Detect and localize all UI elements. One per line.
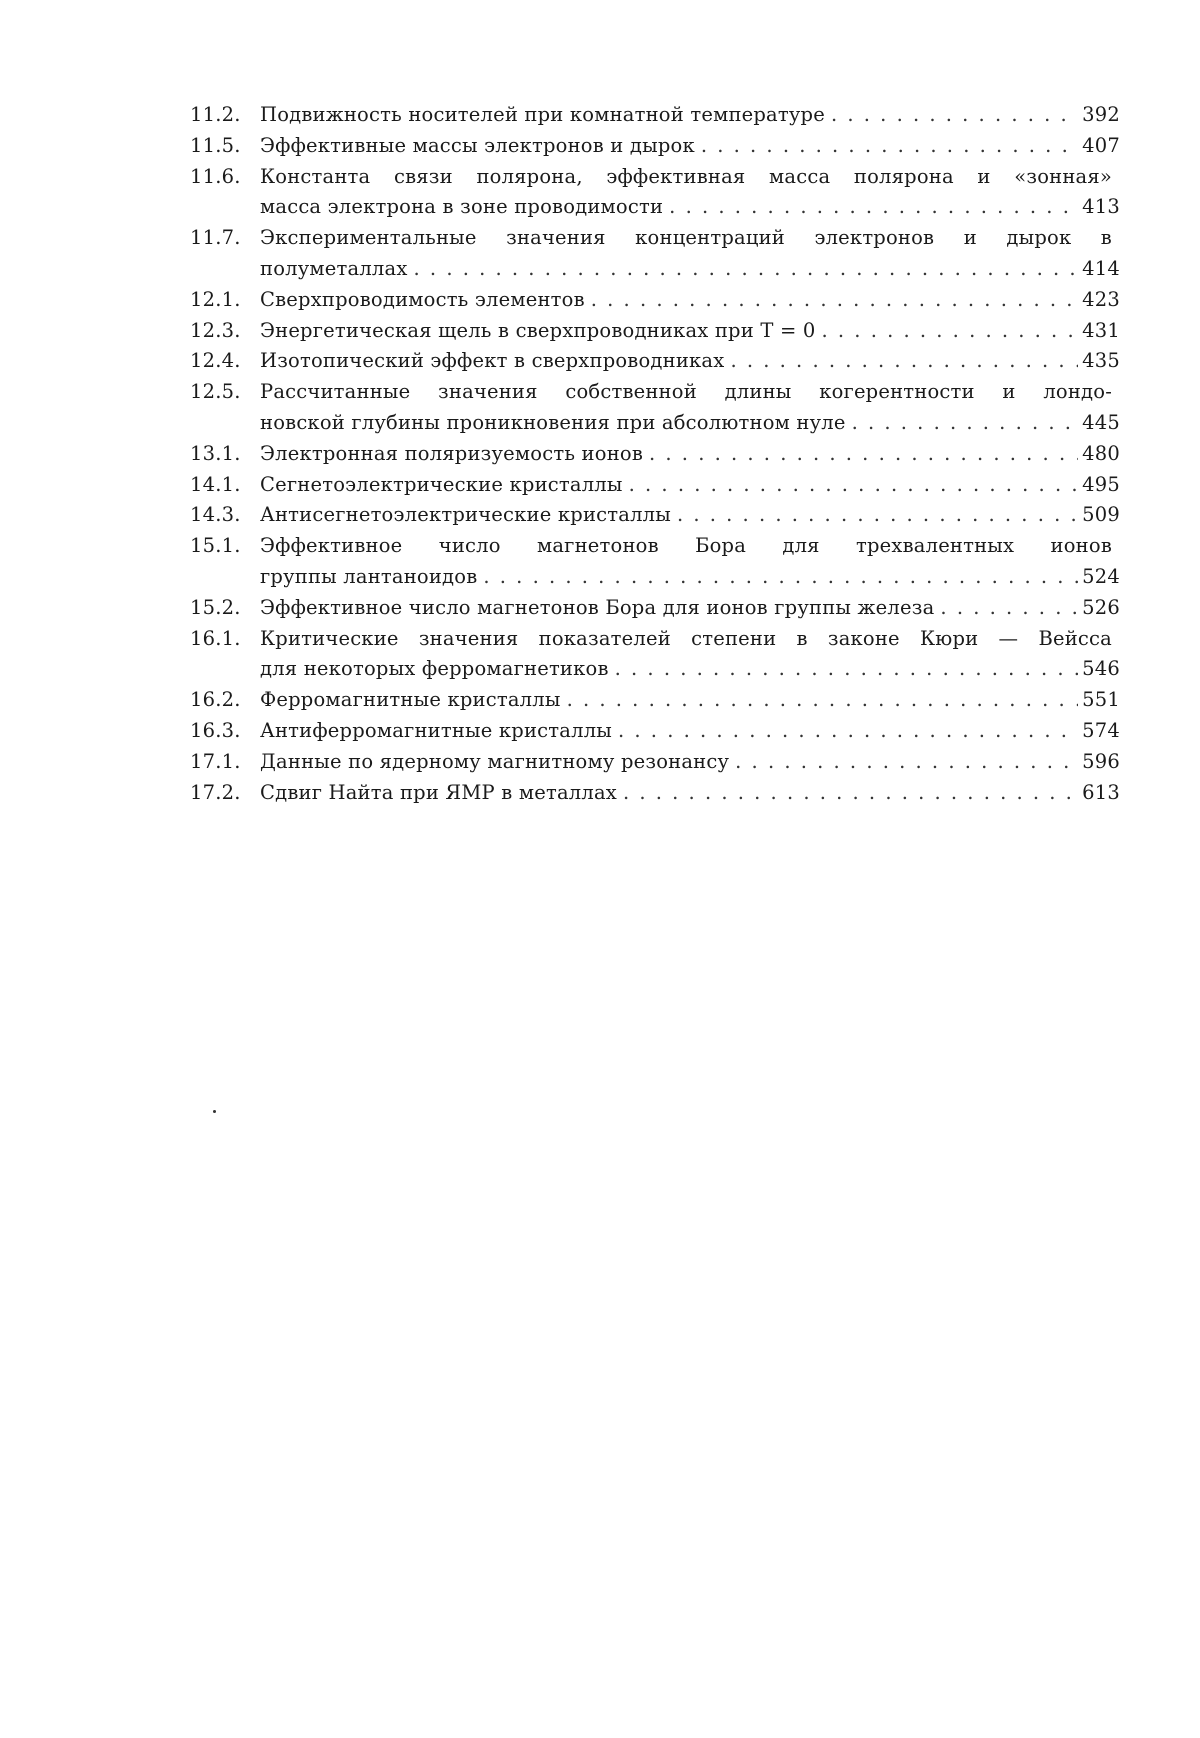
entry-number: 11.5. — [190, 131, 260, 162]
entry-title-line: Константа связи полярона, эффективная масса полярона и «зонная» — [260, 162, 1120, 193]
entry-title: Данные по ядерному магнитному резонансу — [260, 747, 729, 778]
entry-number: 16.1. — [190, 624, 260, 655]
entry-title: для некоторых ферромагнетиков — [260, 654, 609, 685]
table-of-contents — [190, 100, 1120, 808]
dot-leader — [724, 346, 1078, 377]
entry-page: 414 — [1078, 254, 1120, 285]
toc-entry — [190, 593, 1120, 624]
toc-entry — [190, 285, 1120, 316]
dot-leader — [671, 500, 1078, 531]
entry-title-line: Эффективное число магнетонов Бора для трехвалентных ионов — [260, 531, 1120, 562]
toc-entry — [190, 531, 1120, 593]
entry-page: 613 — [1078, 778, 1120, 809]
toc-entry — [190, 162, 1120, 224]
entry-number: 15.1. — [190, 531, 260, 562]
entry-number: 12.4. — [190, 346, 260, 377]
entry-title: Антисегнетоэлектрические кристаллы — [260, 500, 671, 531]
entry-title: полуметаллах — [260, 254, 408, 285]
entry-title: Эффективные массы электронов и дырок — [260, 131, 695, 162]
entry-number: 12.5. — [190, 377, 260, 408]
entry-number: 15.2. — [190, 593, 260, 624]
toc-entry — [190, 716, 1120, 747]
entry-page: 526 — [1078, 593, 1120, 624]
dot-leader — [609, 654, 1078, 685]
entry-number: 17.1. — [190, 747, 260, 778]
dot-leader — [846, 408, 1078, 439]
entry-number: 13.1. — [190, 439, 260, 470]
entry-title-line: Критические значения показателей степени в законе Кюри — Вейсса — [260, 624, 1120, 655]
dot-leader — [477, 562, 1078, 593]
entry-title: Эффективное число магнетонов Бора для ионов группы железа — [260, 593, 934, 624]
entry-number: 16.3. — [190, 716, 260, 747]
entry-number: 11.6. — [190, 162, 260, 193]
entry-page: 524 — [1078, 562, 1120, 593]
entry-page: 495 — [1078, 470, 1120, 501]
entry-title: Сверхпроводимость элементов — [260, 285, 585, 316]
entry-page: 596 — [1078, 747, 1120, 778]
entry-title: масса электрона в зоне проводимости — [260, 192, 663, 223]
dot-leader — [408, 254, 1078, 285]
entry-page: 546 — [1078, 654, 1120, 685]
entry-title: Ферромагнитные кристаллы — [260, 685, 561, 716]
entry-title: Антиферромагнитные кристаллы — [260, 716, 612, 747]
dot-leader — [617, 778, 1078, 809]
toc-entry — [190, 223, 1120, 285]
dot-leader — [816, 316, 1079, 347]
toc-entry — [190, 439, 1120, 470]
dot-leader — [623, 470, 1078, 501]
toc-entry — [190, 470, 1120, 501]
entry-number: 11.7. — [190, 223, 260, 254]
dot-leader — [612, 716, 1078, 747]
toc-entry — [190, 747, 1120, 778]
entry-number: 12.3. — [190, 316, 260, 347]
entry-number: 16.2. — [190, 685, 260, 716]
toc-entry — [190, 100, 1120, 131]
dot-leader — [643, 439, 1078, 470]
entry-page: 480 — [1078, 439, 1120, 470]
entry-page: 551 — [1078, 685, 1120, 716]
dot-leader — [825, 100, 1078, 131]
entry-title: Подвижность носителей при комнатной температуре — [260, 100, 825, 131]
entry-title: Сдвиг Найта при ЯМР в металлах — [260, 778, 617, 809]
entry-title: Изотопический эффект в сверхпроводниках — [260, 346, 724, 377]
entry-page: 413 — [1078, 192, 1120, 223]
entry-page: 435 — [1078, 346, 1120, 377]
entry-title: Электронная поляризуемость ионов — [260, 439, 643, 470]
entry-page: 509 — [1078, 500, 1120, 531]
entry-page: 407 — [1078, 131, 1120, 162]
entry-number: 11.2. — [190, 100, 260, 131]
dot-leader — [561, 685, 1078, 716]
entry-number: 17.2. — [190, 778, 260, 809]
entry-page: 445 — [1078, 408, 1120, 439]
entry-number: 14.3. — [190, 500, 260, 531]
entry-page: 392 — [1078, 100, 1120, 131]
entry-title: новской глубины проникновения при абсолютном нуле — [260, 408, 846, 439]
entry-page: 574 — [1078, 716, 1120, 747]
toc-entry — [190, 316, 1120, 347]
entry-title: группы лантаноидов — [260, 562, 477, 593]
entry-title-line: Рассчитанные значения собственной длины когерентности и лондо- — [260, 377, 1120, 408]
toc-entry — [190, 624, 1120, 686]
entry-title-line: Экспериментальные значения концентраций электронов и дырок в — [260, 223, 1120, 254]
toc-entry — [190, 346, 1120, 377]
toc-entry — [190, 131, 1120, 162]
dot-leader — [663, 192, 1078, 223]
dot-leader — [695, 131, 1078, 162]
entry-number: 12.1. — [190, 285, 260, 316]
entry-number: 14.1. — [190, 470, 260, 501]
dot-leader — [585, 285, 1078, 316]
entry-page: 423 — [1078, 285, 1120, 316]
toc-entry — [190, 500, 1120, 531]
toc-entry — [190, 778, 1120, 809]
toc-entry — [190, 377, 1120, 439]
entry-title: Энергетическая щель в сверхпроводниках при T = 0 — [260, 316, 816, 347]
scan-speck — [213, 1110, 216, 1113]
toc-entry — [190, 685, 1120, 716]
entry-page: 431 — [1078, 316, 1120, 347]
dot-leader — [934, 593, 1078, 624]
dot-leader — [729, 747, 1078, 778]
entry-title: Сегнетоэлектрические кристаллы — [260, 470, 623, 501]
